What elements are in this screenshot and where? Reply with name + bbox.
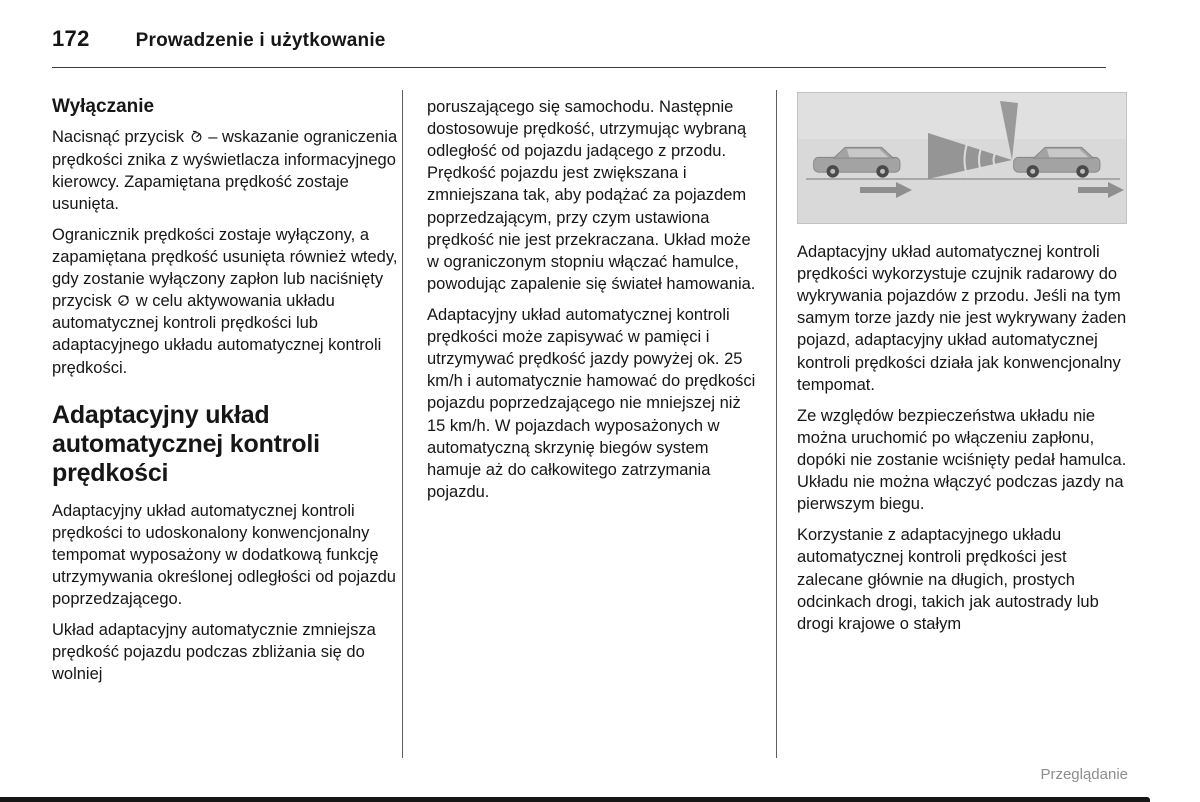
paragraph: poruszającego się samochodu. Następnie dostosowuje prędkość, utrzymując wybraną odległość od pojazdu jadącego z przodu. Prędkość pojazdu jest zwiększana i zmniejszana tak, aby podążać za pojazdem poprzedzającym, przy czym ustawiona prędkość nie jest przekraczana. Układ może w ograniczonym stopniu włączać hamulce, powodując zapalenie się świateł hamowania. — [427, 98, 756, 293]
column-1 — [52, 90, 402, 695]
column-3 — [777, 90, 1128, 644]
paragraph-text: w celu aktywowania układu automatycznej kontroli prędkości lub adaptacyjnego układu automatycznej kontroli prędkości. — [52, 292, 382, 377]
page-number: 172 — [52, 26, 90, 51]
column-2 — [403, 90, 776, 512]
section-heading-wylaczanie: Wyłączanie — [52, 96, 155, 117]
footer-label: Przeglądanie — [1040, 766, 1128, 783]
paragraph: Adaptacyjny układ automatycznej kontroli prędkości to udoskonalony konwencjonalny tempomat wyposażony w dodatkową funkcję utrzymywania określonej odległości od pojazdu poprzedzającego. — [52, 501, 396, 609]
cruise-control-icon — [117, 294, 130, 307]
paragraph-text: Nacisnąć przycisk — [52, 128, 189, 147]
speed-limiter-icon — [190, 130, 203, 143]
page-edge-bar — [0, 797, 1150, 802]
paragraph: Korzystanie z adaptacyjnego układu automatycznej kontroli prędkości jest zalecane głównie na długich, prostych odcinkach drogi, takich jak autostrady lub drogi krajowe o stałym — [797, 526, 1099, 633]
paragraph-text: – wskazanie ograniczenia prędkości znika z wyświetlacza informacyjnego kierowcy. Zapamiętana prędkość zostaje usunięta. — [52, 128, 398, 213]
paragraph: Ze względów bezpieczeństwa układu nie można uruchomić po włączeniu zapłonu, dopóki nie zostanie wciśnięty pedał hamulca. Układu nie można włączyć podczas jazdy na pierwszym biegu. — [797, 406, 1127, 514]
paragraph — [52, 126, 402, 214]
paragraph: Adaptacyjny układ automatycznej kontroli prędkości wykorzystuje czujnik radarowy do wykrywania pojazdów z przodu. Jeśli na tym samym torze jazdy nie jest wykrywany żaden pojazd, adaptacyjny układ automatycznej kontroli prędkości działa jak konwencjonalny tempomat. — [797, 243, 1127, 394]
section-title-acc: Adaptacyjny układ automatycznej kontroli prędkości — [52, 400, 320, 487]
paragraph: Układ adaptacyjny automatycznie zmniejsza prędkość pojazdu podczas zbliżania się do wolniej — [52, 621, 376, 684]
content-columns — [52, 90, 1128, 758]
page-header — [52, 26, 386, 52]
page-footer — [52, 766, 1128, 784]
paragraph-text: Ogranicznik prędkości zostaje wyłączony, a zapamiętana prędkość usunięta również wtedy, gdy zostanie wyłączony zapłon lub naciśnięty przycisk — [52, 225, 398, 311]
acc-radar-illustration — [797, 92, 1127, 224]
paragraph: Adaptacyjny układ automatycznej kontroli prędkości może zapisywać w pamięci i utrzymywać prędkość jazdy powyżej ok. 25 km/h i automatycznie hamować do prędkości pojazdu poprzedzającego nie mniejszej niż 15 km/h. W pojazdach wyposażonych w automatyczną skrzynię biegów system hamuje aż do całkowitego zatrzymania pojazdu. — [427, 305, 756, 501]
chapter-title: Prowadzenie i użytkowanie — [135, 30, 386, 51]
paragraph — [52, 224, 402, 379]
header-rule — [52, 67, 1106, 68]
